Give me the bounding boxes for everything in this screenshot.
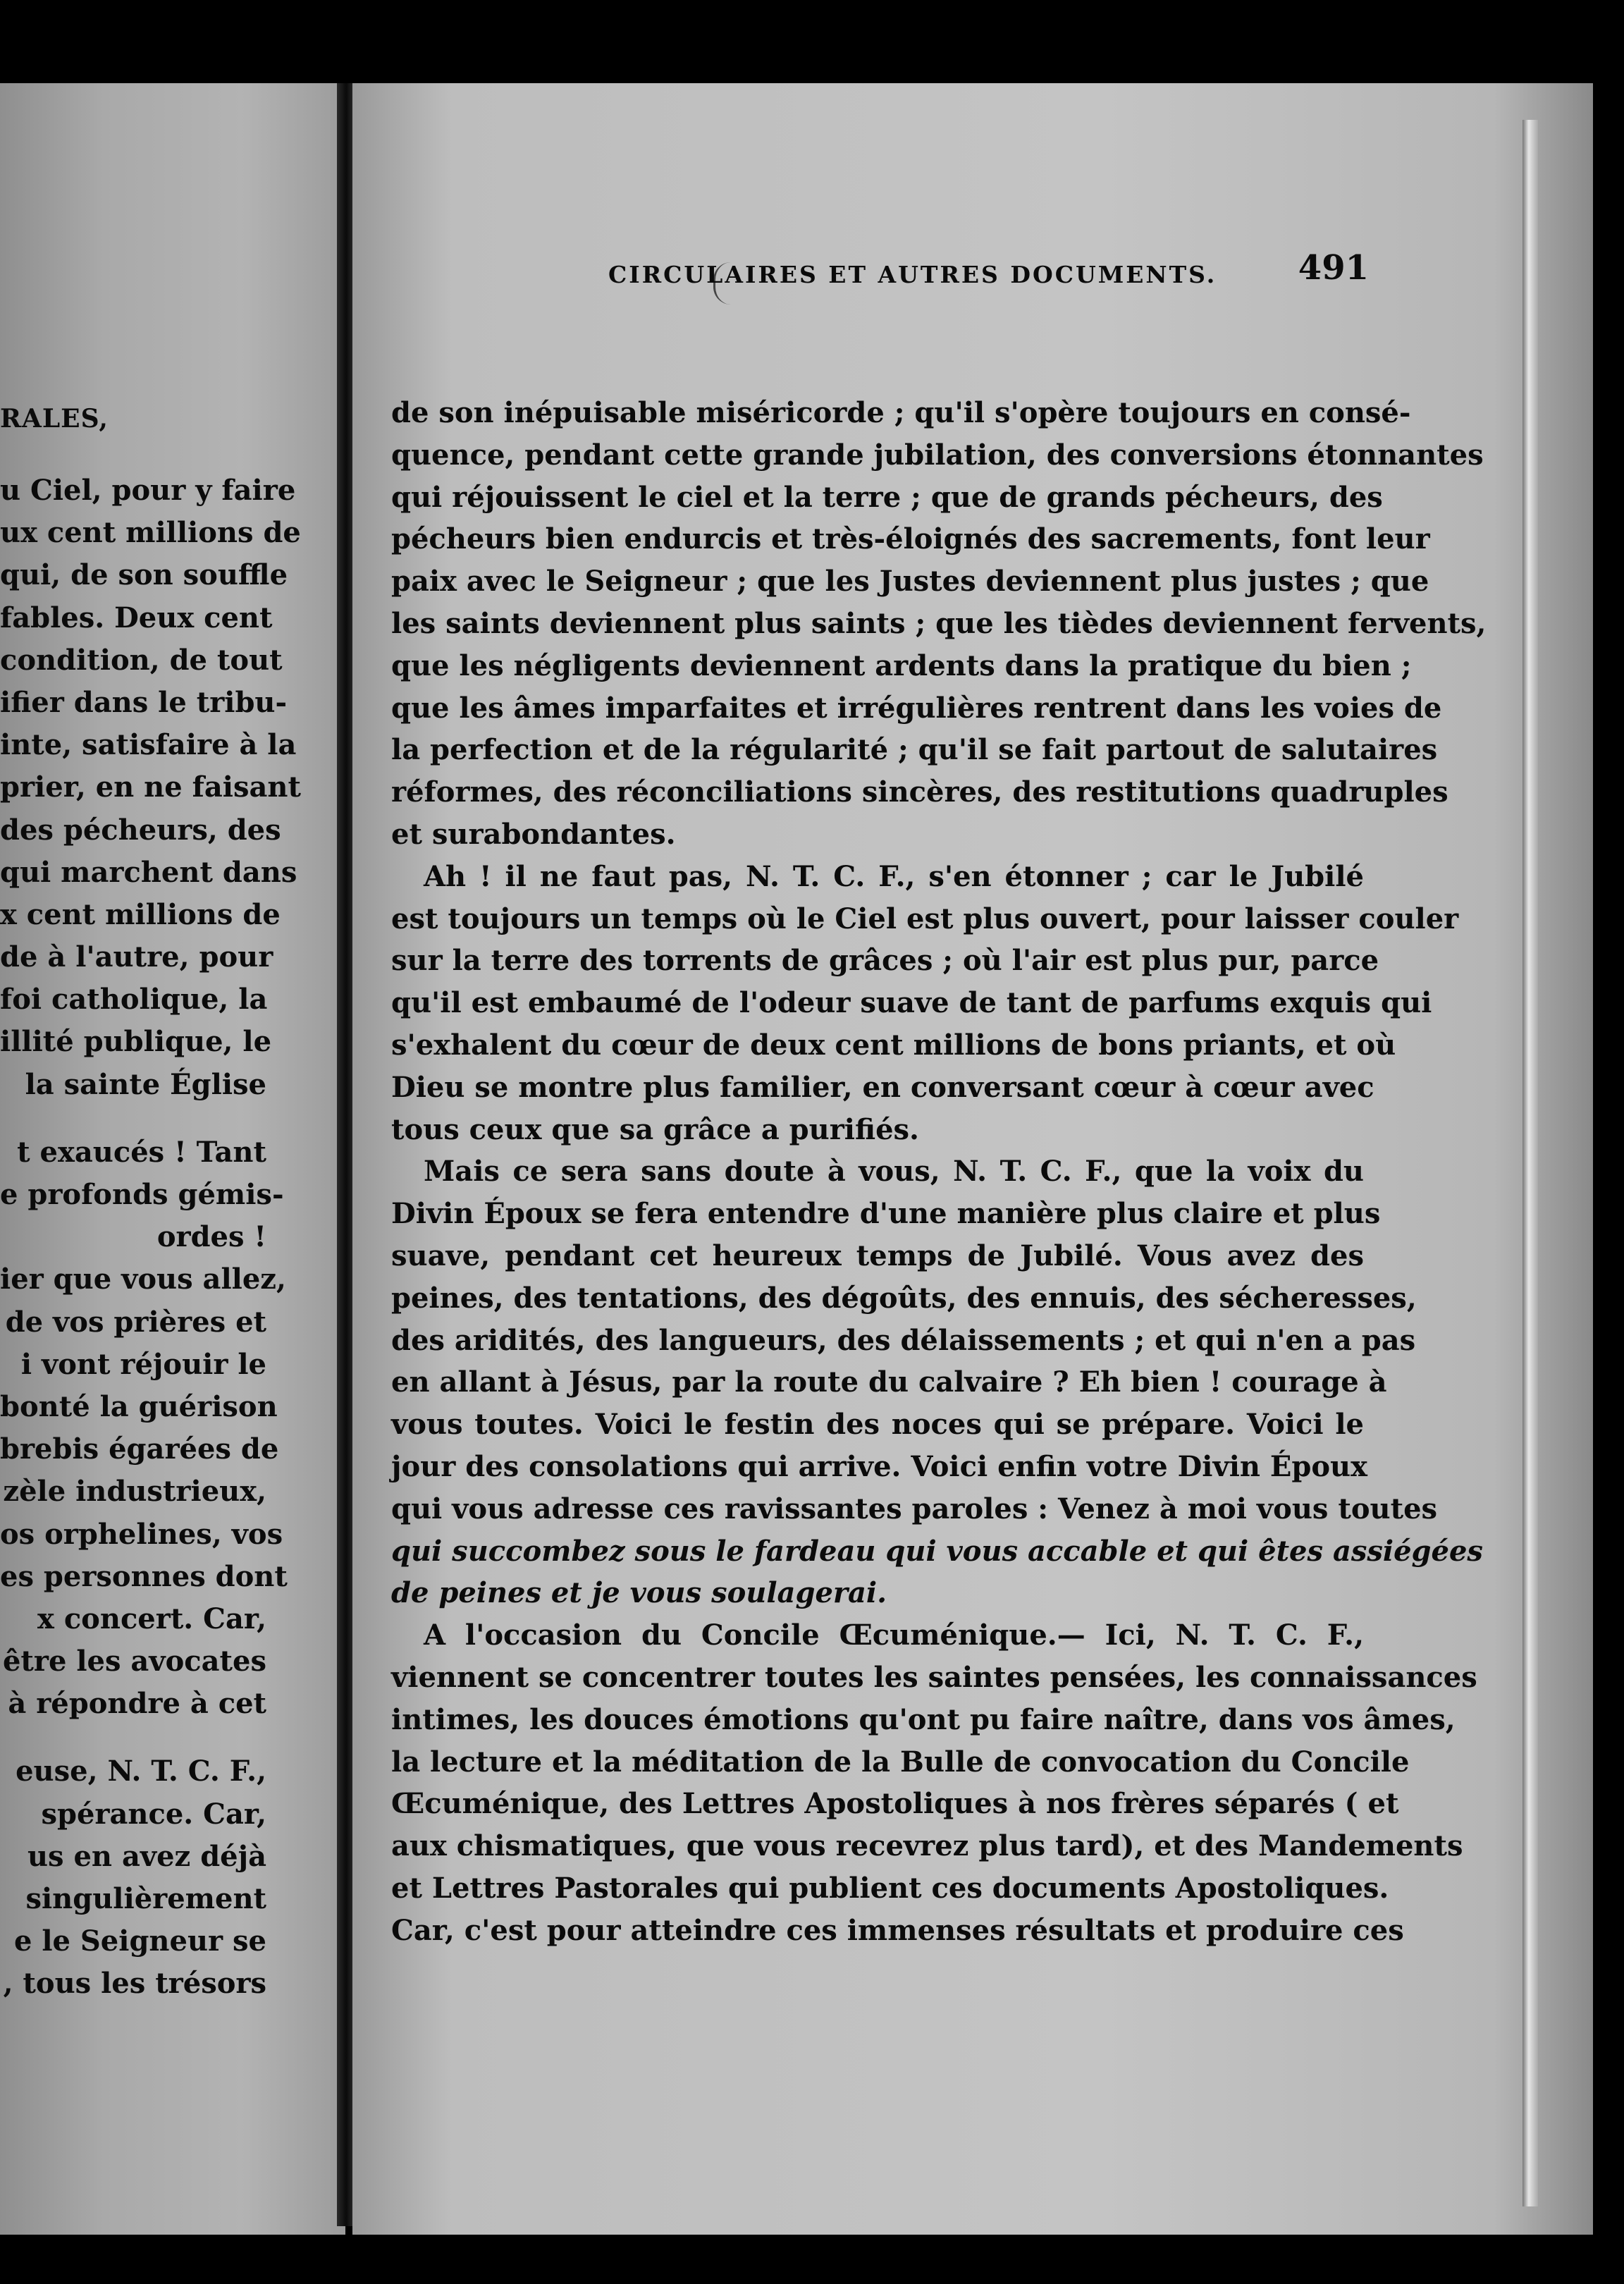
body-line: de peines et je vous soulagerai. (391, 1576, 887, 1610)
body-line: de son inépuisable miséricorde ; qu'il s'opère toujours en consé- (391, 396, 1411, 429)
body-line: est toujours un temps où le Ciel est plus ouvert, pour laisser couler (391, 902, 1459, 935)
body-line: des aridités, des langueurs, des délaissements ; et qui n'en a pas (391, 1323, 1416, 1357)
body-line: la perfection et de la régularité ; qu'il se fait partout de salutaires (391, 733, 1438, 767)
body-line: pécheurs bien endurcis et très-éloignés des sacrements, font leur (391, 522, 1430, 556)
page-edge (1522, 120, 1538, 2206)
previous-page-line: à répondre à cet (8, 1687, 266, 1721)
previous-page-line: condition, de tout (0, 643, 283, 677)
body-line: que les âmes imparfaites et irrégulières rentrent dans les voies de (391, 691, 1442, 725)
body-line: Dieu se montre plus familier, en conversant cœur à cœur avec (391, 1070, 1374, 1104)
body-line: Ah ! il ne faut pas, N. T. C. F., s'en étonner ; car le Jubilé (424, 859, 1364, 893)
previous-page-line: t exaucés ! Tant (17, 1135, 266, 1169)
running-title: CIRCULAIRES ET AUTRES DOCUMENTS. (608, 261, 1217, 288)
body-line: jour des consolations qui arrive. Voici enfin votre Divin Époux (391, 1449, 1367, 1483)
page-header (233, 248, 1369, 297)
body-line: Car, c'est pour atteindre ces immenses résultats et produire ces (391, 1913, 1404, 1947)
previous-page-line: os orphelines, vos (0, 1517, 283, 1551)
body-line: intimes, les douces émotions qu'ont pu faire naître, dans vos âmes, (391, 1702, 1456, 1736)
previous-page-line: fables. Deux cent (0, 601, 273, 634)
body-line: s'exhalent du cœur de deux cent millions de bons priants, et où (391, 1028, 1396, 1062)
body-line: que les négligents deviennent ardents dans la pratique du bien ; (391, 649, 1412, 682)
previous-page-fragment (0, 83, 345, 2235)
body-line: peines, des tentations, des dégoûts, des ennuis, des sécheresses, (391, 1281, 1417, 1315)
body-line: qui succombez sous le fardeau qui vous accable et qui êtes assiégées (391, 1534, 1483, 1568)
previous-page-line: la sainte Église (25, 1067, 266, 1101)
previous-page-line: x concert. Car, (37, 1602, 266, 1635)
previous-page-line: être les avocates (2, 1645, 266, 1678)
previous-page-line: u Ciel, pour y faire (0, 474, 296, 507)
body-line: quence, pendant cette grande jubilation, des conversions étonnantes (391, 438, 1484, 472)
previous-page-line: es personnes dont (0, 1559, 288, 1593)
previous-page-line: e le Seigneur se (13, 1924, 266, 1958)
body-line: vous toutes. Voici le festin des noces qui se prépare. Voici le (391, 1408, 1364, 1442)
body-line: suave, pendant cet heureux temps de Jubilé. Vous avez des (391, 1239, 1364, 1272)
body-line: et Lettres Pastorales qui publient ces documents Apostoliques. (391, 1871, 1389, 1905)
previous-page-line (0, 1725, 345, 1750)
previous-page-line: illité publique, le (0, 1025, 272, 1059)
previous-page-line: , tous les trésors (3, 1967, 266, 2001)
body-line: qu'il est embaumé de l'odeur suave de tant de parfums exquis qui (391, 986, 1432, 1020)
body-line: en allant à Jésus, par la route du calvaire ? Eh bien ! courage à (391, 1365, 1387, 1399)
previous-page-line: brebis égarées de (0, 1432, 279, 1466)
body-line: la lecture et la méditation de la Bulle de convocation du Concile (391, 1745, 1410, 1779)
body-line: paix avec le Seigneur ; que les Justes deviennent plus justes ; que (391, 565, 1429, 598)
previous-page-line: ux cent millions de (0, 516, 301, 550)
previous-page-line (0, 1106, 345, 1131)
previous-page-line: qui, de son souffle (0, 558, 288, 592)
previous-page-line: e profonds gémis- (0, 1178, 284, 1211)
previous-page-line: qui marchent dans (0, 855, 297, 889)
previous-page-line: zèle industrieux, (3, 1475, 266, 1509)
body-line: aux chismatiques, que vous recevrez plus tard), et des Mandements (391, 1829, 1463, 1863)
previous-page-line: spérance. Car, (41, 1797, 266, 1831)
previous-page-running-title: RALES, (0, 404, 109, 434)
previous-page-line: bonté la guérison (0, 1389, 278, 1423)
previous-page-line: ordes ! (156, 1220, 266, 1254)
body-line: viennent se concentrer toutes les saintes pensées, les connaissances (391, 1660, 1477, 1694)
body-line: qui vous adresse ces ravissantes paroles : Venez à moi vous toutes (391, 1492, 1438, 1525)
body-line: réformes, des réconciliations sincères, des restitutions quadruples (391, 775, 1448, 809)
previous-page-line: euse, N. T. C. F., (16, 1755, 266, 1788)
body-line: tous ceux que sa grâce a purifiés. (391, 1112, 919, 1146)
body-text (391, 392, 1487, 1951)
body-line: Divin Époux se fera entendre d'une manière plus claire et plus (391, 1197, 1381, 1231)
body-line: et surabondantes. (391, 817, 676, 851)
body-line: qui réjouissent le ciel et la terre ; que de grands pécheurs, des (391, 480, 1383, 514)
body-line: Œcuménique, des Lettres Apostoliques à nos frères séparés ( et (391, 1787, 1399, 1821)
previous-page-line: ifier dans le tribu- (0, 685, 288, 719)
previous-page-line: x cent millions de (0, 897, 281, 931)
previous-page-line: i vont réjouir le (20, 1347, 266, 1381)
body-line: Mais ce sera sans doute à vous, N. T. C. F., que la voix du (424, 1155, 1364, 1189)
previous-page-line: prier, en ne faisant (0, 770, 301, 804)
body-line: sur la terre des torrents de grâces ; où l'air est plus pur, parce (391, 944, 1379, 978)
previous-page-line: de à l'autre, pour (0, 940, 273, 974)
previous-page-text (0, 469, 345, 2006)
body-line: A l'occasion du Concile Œcuménique.— Ici, N. T. C. F., (424, 1619, 1364, 1652)
previous-page-line: ier que vous allez, (0, 1263, 286, 1296)
previous-page-line: foi catholique, la (0, 983, 268, 1017)
previous-page-line: us en avez déjà (27, 1839, 266, 1873)
page-number: 491 (1298, 248, 1369, 288)
previous-page-line: inte, satisfaire à la (0, 728, 297, 762)
previous-page-line: des pécheurs, des (0, 813, 281, 847)
body-line: les saints deviennent plus saints ; que les tièdes deviennent fervents, (391, 606, 1487, 640)
previous-page-line: de vos prières et (5, 1305, 266, 1339)
previous-page-line: singulièrement (25, 1882, 266, 1915)
